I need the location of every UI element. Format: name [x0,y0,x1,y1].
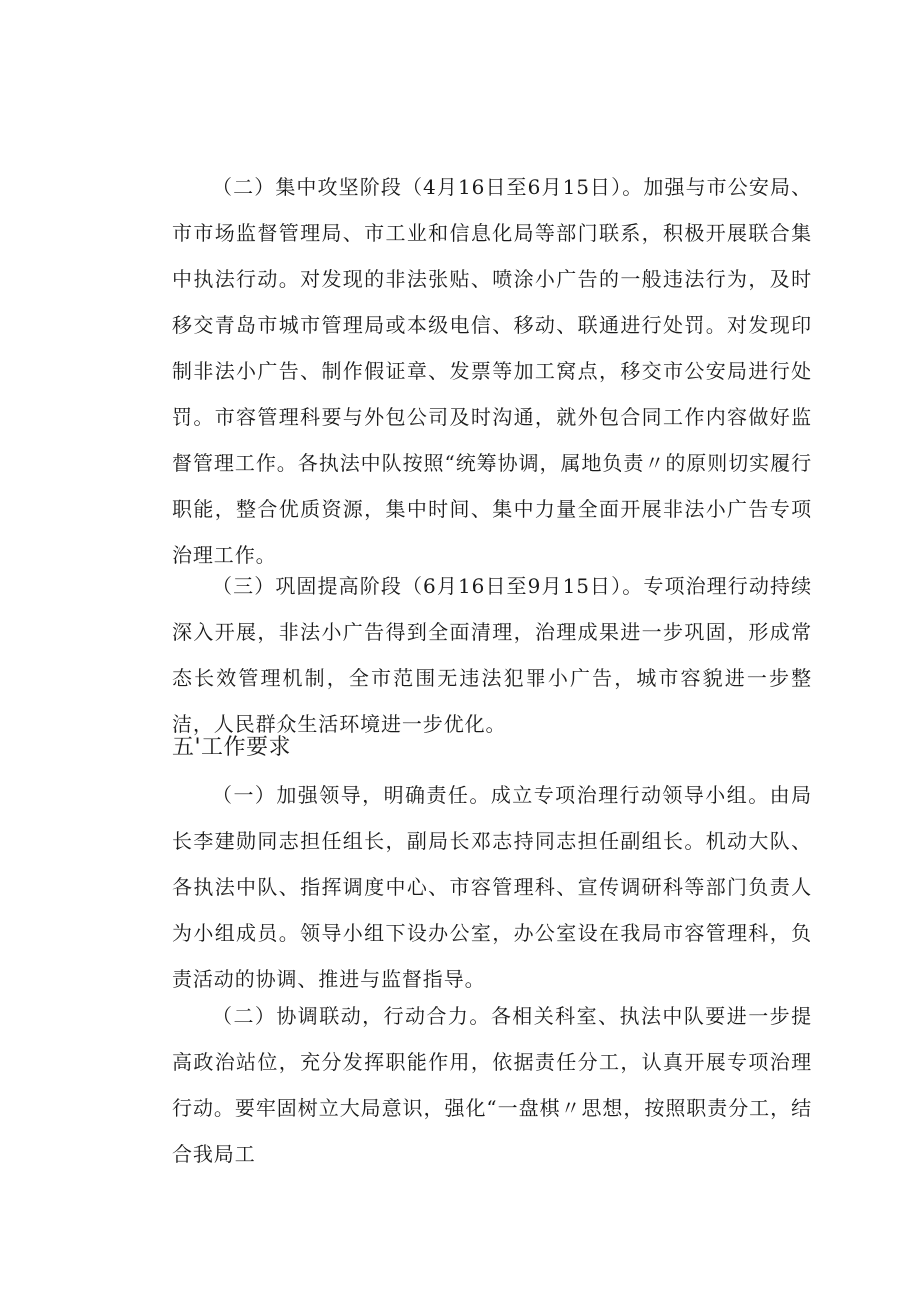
paragraph-requirement-one: （一）加强领导，明确责任。成立专项治理行动领导小组。由局长李建勋同志担任组长，副局长邓志持同志担任副组长。机动大队、各执法中队、指挥调度中心、市容管理科、宣传调研科等部门负责人为小组成员。领导小组下设办公室，办公室设在我局市容管理科，负责活动的协调、推进与监督指导。 [172,783,812,991]
paragraph-stage-two: （二）集中攻坚阶段（4月16日至6月15日）。加强与市公安局、市市场监督管理局、市工业和信息化局等部门联系，积极开展联合集中执法行动。对发现的非法张贴、喷涂小广告的一般违法行为，及时移交青岛市城市管理局或本级电信、移动、联通进行处罚。对发现印制非法小广告、制作假证章、发票等加工窝点，移交市公安局进行处罚。市容管理科要与外包公司及时沟通，就外包合同工作内容做好监督管理工作。各执法中队按照“统筹协调，属地负责〃的原则切实履行职能，整合优质资源，集中时间、集中力量全面开展非法小广告专项治理工作。 [172,175,812,567]
paragraph-requirement-two: （二）协调联动，行动合力。各相关科室、执法中队要进一步提高政治站位，充分发挥职能作用，依据责任分工，认真开展专项治理行动。要牢固树立大局意识，强化“一盘棋〃思想，按照职责分工，结合我局工 [172,1004,812,1166]
section-heading: 五'工作要求 [172,735,292,760]
paragraph-stage-three: （三）巩固提高阶段（6月16日至9月15日）。专项治理行动持续深入开展，非法小广告得到全面清理，治理成果进一步巩固，形成常态长效管理机制，全市范围无违法犯罪小广告，城市容貌进一步整洁，人民群众生活环境进一步优化。 [172,574,812,736]
